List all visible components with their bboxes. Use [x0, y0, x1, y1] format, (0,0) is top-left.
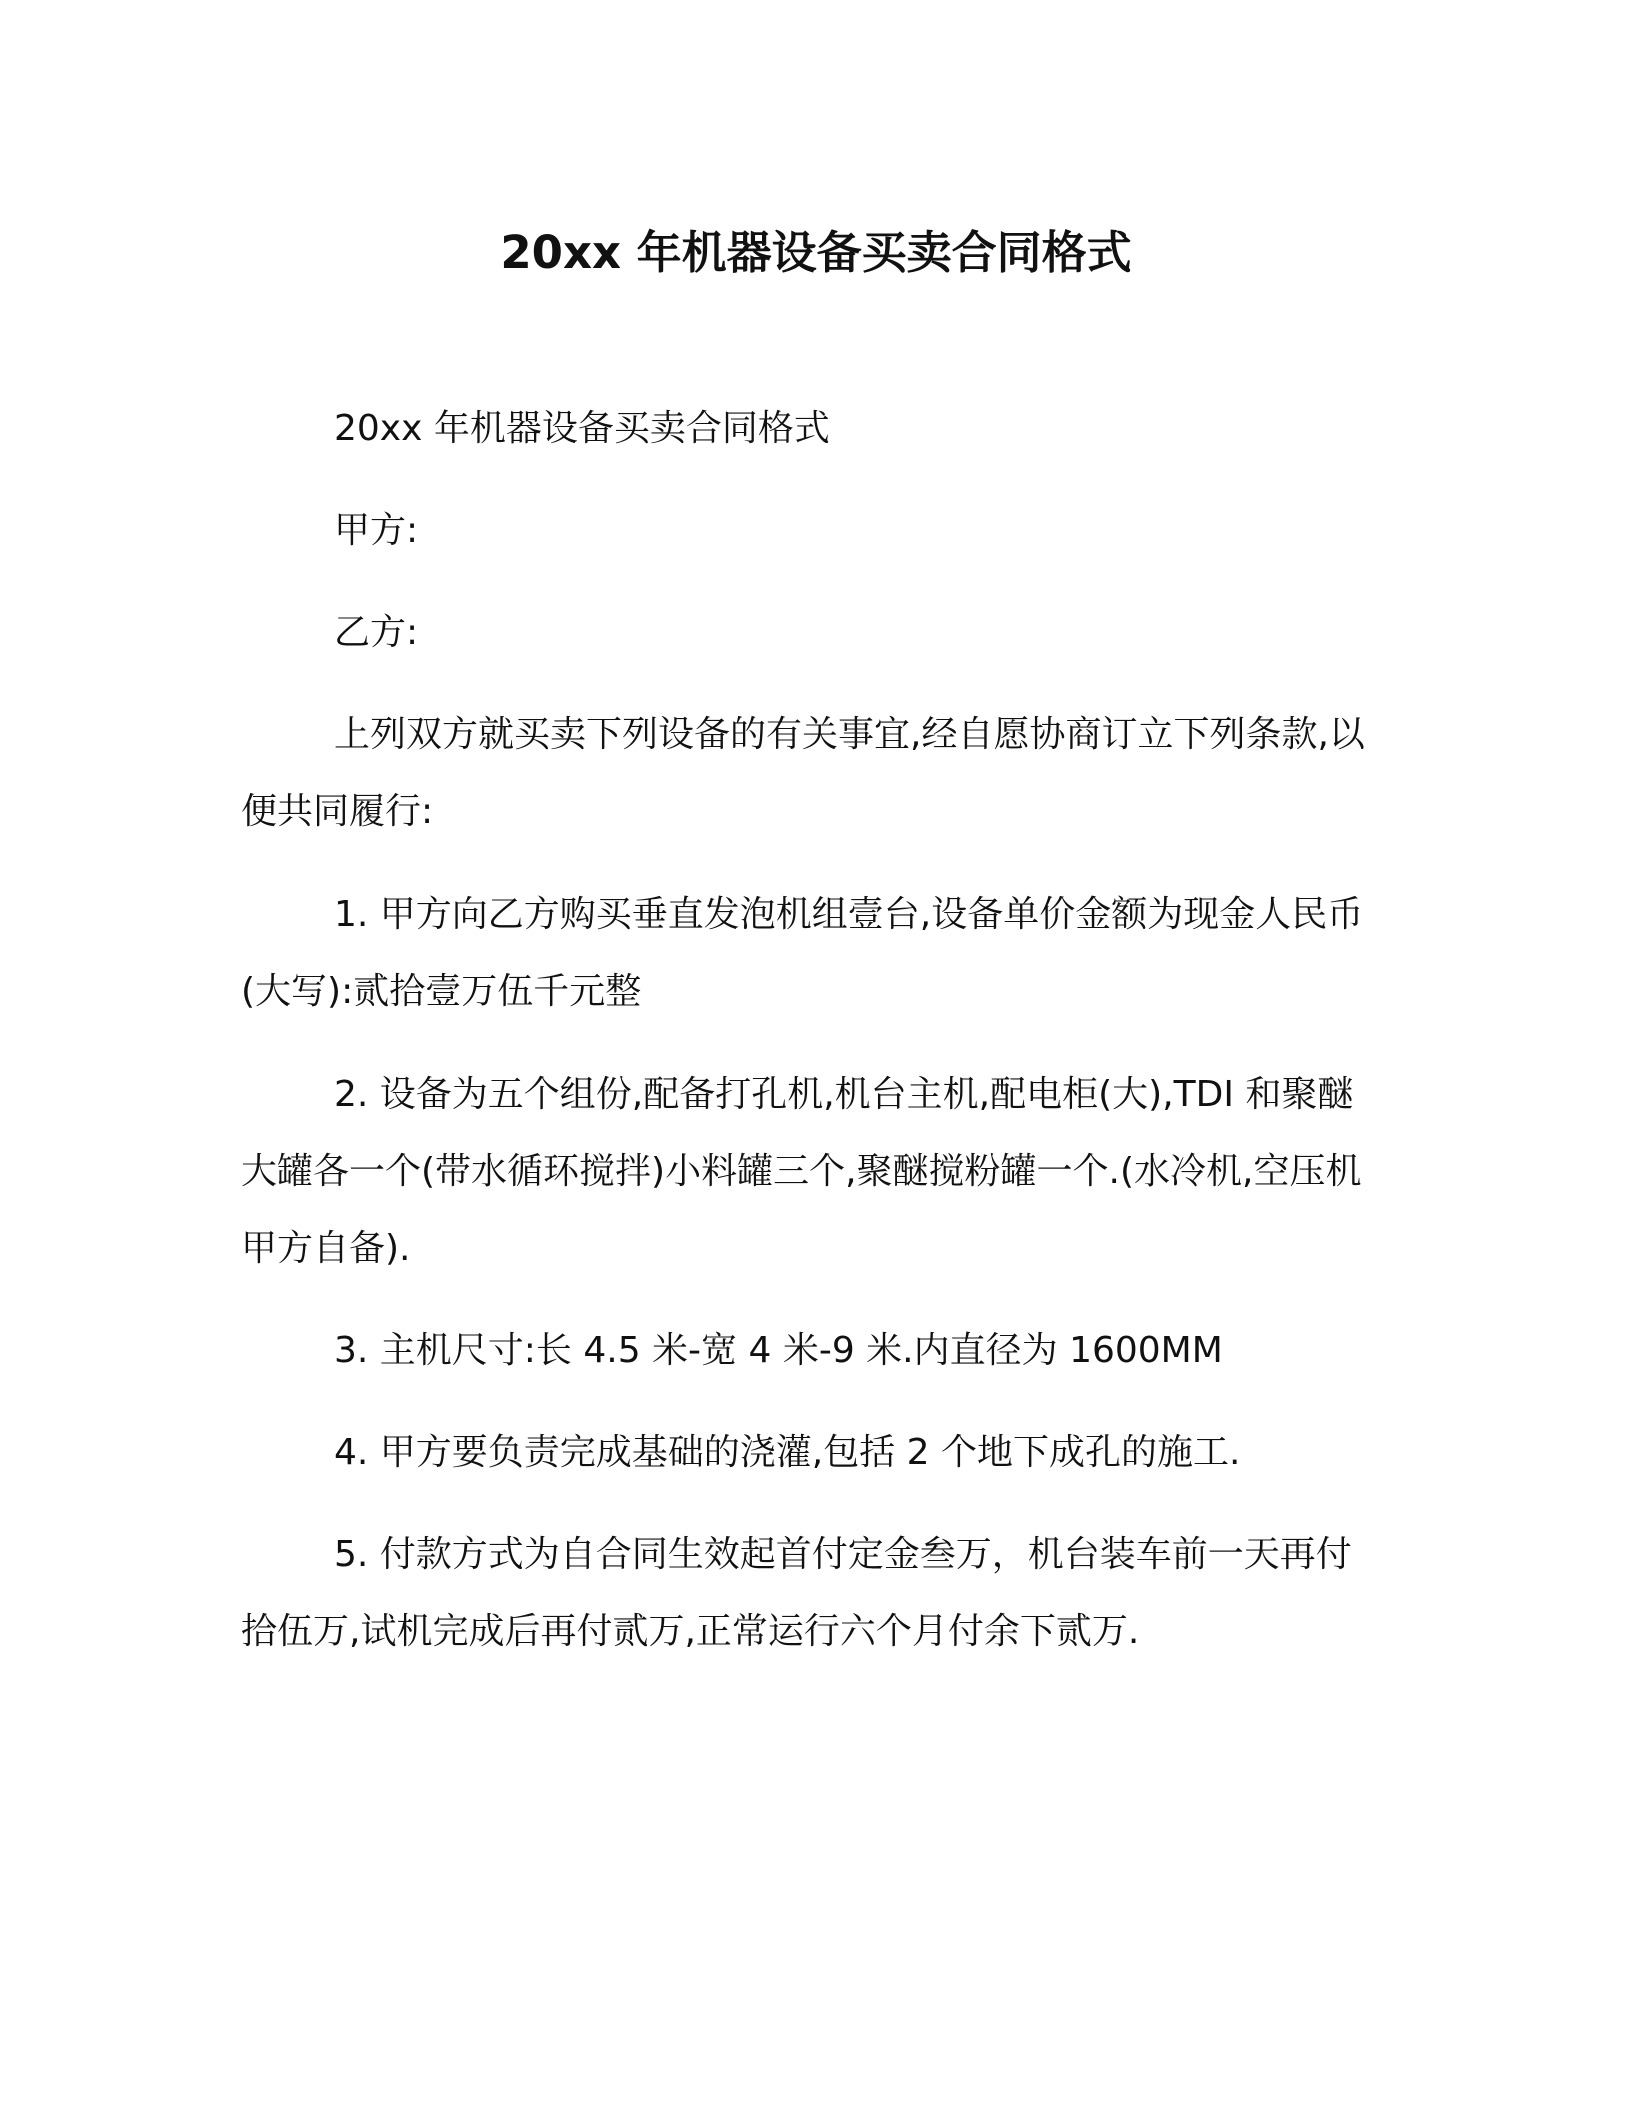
paragraph-party-a: 甲方:: [334, 510, 419, 551]
paragraph-heading: 20xx 年机器设备买卖合同格式: [334, 408, 830, 449]
paragraph-clause-2: 2. 设备为五个组份,配备打孔机,机台主机,配电柜(大),TDI 和聚醚大罐各一个(带水循环搅拌)小料罐三个,聚醚搅粉罐一个.(水冷机,空压机甲方自备).: [241, 1074, 1362, 1269]
paragraph-intro: 上列双方就买卖下列设备的有关事宜,经自愿协商订立下列条款,以便共同履行:: [241, 714, 1365, 832]
paragraph-party-b: 乙方:: [334, 612, 419, 653]
paragraph-clause-1: 1. 甲方向乙方购买垂直发泡机组壹台,设备单价金额为现金人民币(大写):贰拾壹万伍千元整: [241, 894, 1364, 1012]
paragraph-clause-5: 5. 付款方式为自合同生效起首付定金叁万，机台装车前一天再付拾伍万,试机完成后再付贰万,正常运行六个月付余下贰万.: [241, 1534, 1352, 1652]
paragraph-clause-3: 3. 主机尺寸:长 4.5 米-宽 4 米-9 米.内直径为 1600MM: [334, 1330, 1223, 1371]
paragraph-clause-4: 4. 甲方要负责完成基础的浇灌,包括 2 个地下成孔的施工.: [334, 1432, 1241, 1473]
document-title: 20xx 年机器设备买卖合同格式: [500, 226, 1132, 279]
document-body: [241, 390, 1381, 1670]
